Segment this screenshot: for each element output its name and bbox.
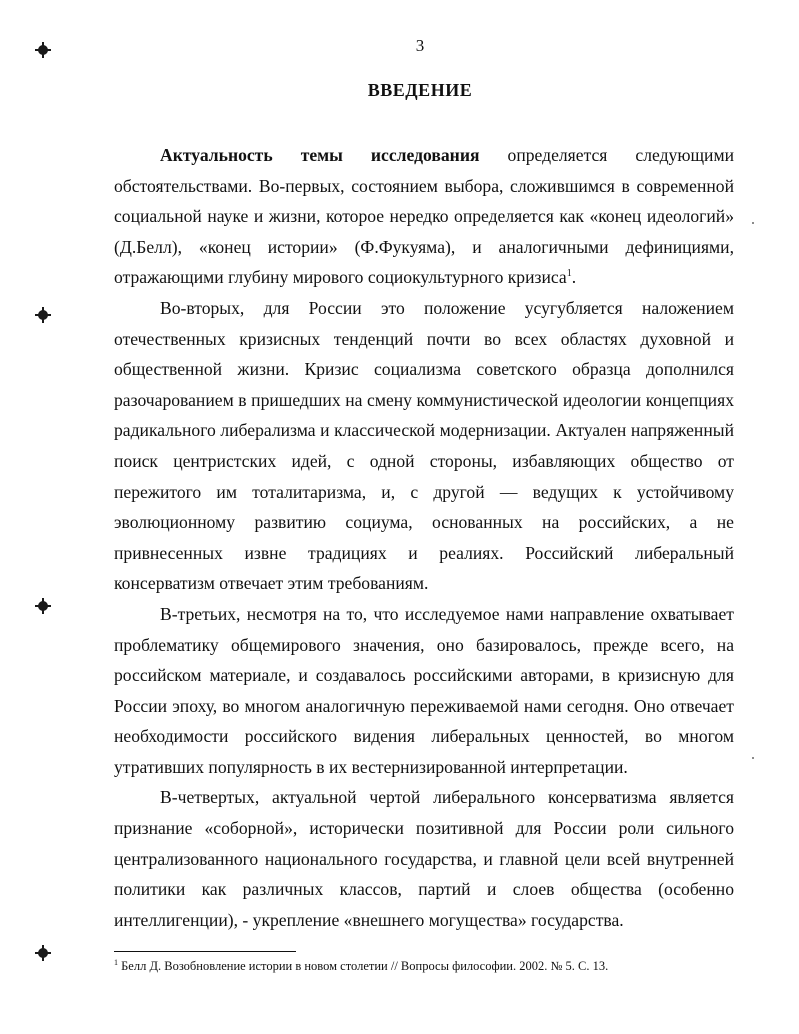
paragraph-second: Во-вторых, для России это положение усугубляется наложением отечественных кризисных тенденций почти во всех областях духовной и общественной жизни. Кризис социализма советского образца дополнился разочарованием в пришедших на смену коммунистической идеологии концепциях радикального либерализма и классической модернизации. Актуален напряженный поиск центристских идей, с одной стороны, избавляющих общество от пережитого им тоталитаризма, и, с другой — ведущих к устойчивому эволюционному развитию социума, основанных на российских, а не привнесенных извне традициях и реалиях. Российский либеральный консерватизм отвечает этим требованиям. [114, 297, 734, 594]
page-number: 3 [415, 36, 425, 55]
binding-hole-mark [38, 310, 48, 320]
body-text [114, 140, 734, 935]
paragraph-relevance [114, 140, 734, 293]
binding-hole-mark [38, 948, 48, 958]
binding-hole-mark [38, 601, 48, 611]
paragraph-bold-lead: Актуальность темы исследования [160, 145, 480, 165]
scan-speck [752, 757, 754, 759]
footnote-divider [114, 951, 296, 952]
footnote-number: 1 [114, 958, 118, 967]
paragraph-third: В-третьих, несмотря на то, что исследуемое нами направление охватывает проблематику общемирового значения, оно базировалось, прежде всего, на российском материале, и создавалось российскими авторами, в кризисную для России эпоху, во многом аналогичную переживаемой нами сегодня. Оно отвечает необходимости российского видения либеральных ценностей, во многом утративших популярность в их вестернизированной интерпретации. [114, 603, 734, 777]
footnote-text: Белл Д. Возобновление истории в новом столетии // Вопросы философии. 2002. № 5. С. 13. [118, 959, 609, 973]
paragraph-tail: . [571, 267, 577, 288]
scan-speck [752, 222, 754, 224]
paragraph-fourth: В-четвертых, актуальной чертой либерального консерватизма является признание «соборной», исторически позитивной для России роли сильного централизованного национального государства, и главной цели всей внутренней политики как различных классов, партий и слоев общества (особенно интеллигенции), - укрепление «внешнего могущества» государства. [114, 787, 734, 930]
footnote [114, 958, 734, 974]
paragraph-text: определяется следующими обстоятельствами. Во-первых, состоянием выбора, сложившимся в современной социальной науке и жизни, которое нередко определяется как «конец идеологий» (Д.Белл), «конец истории» (Ф.Фукуяма), и аналогичными дефинициями, отражающими глубину мирового социокультурного кризиса [114, 145, 735, 288]
section-heading: ВВЕДЕНИЕ [367, 80, 473, 100]
footnote-reference[interactable]: 1 [566, 268, 572, 280]
